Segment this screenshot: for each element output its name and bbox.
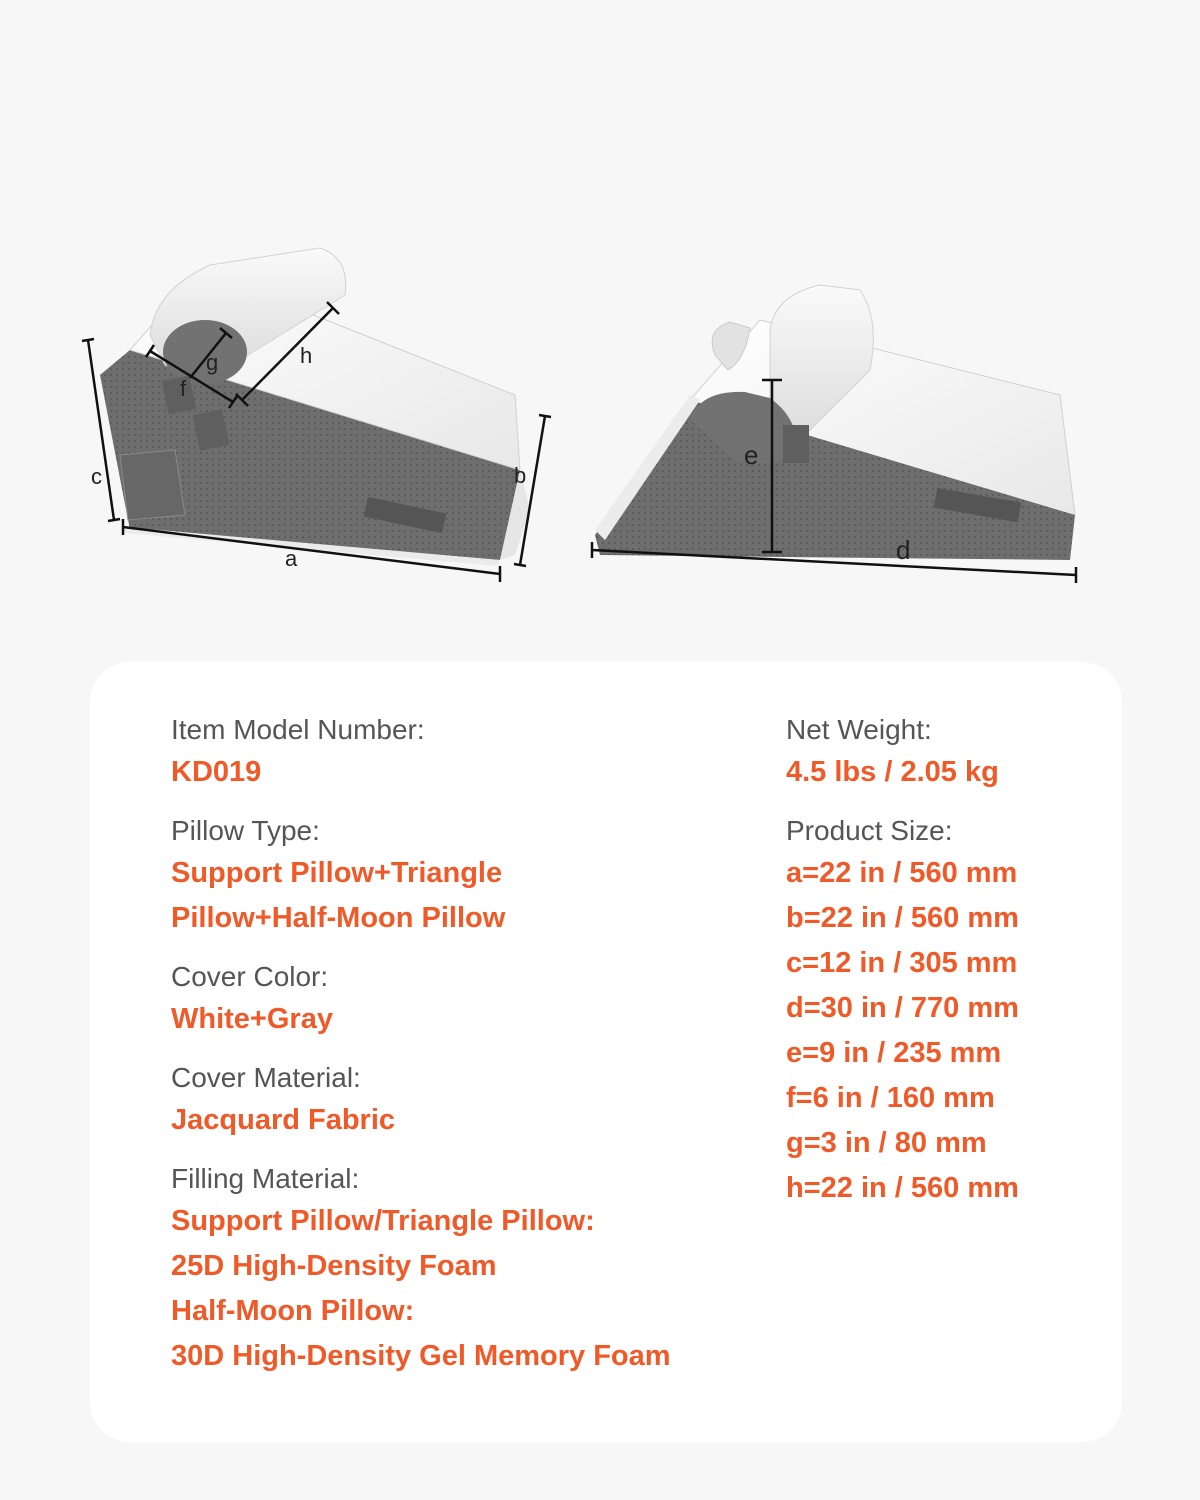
pillow-type-value-line: Pillow+Half-Moon Pillow	[171, 902, 506, 934]
dim-label-g: g	[206, 350, 219, 375]
net-weight-value: 4.5 lbs / 2.05 kg	[786, 756, 999, 788]
filling-material-label: Filling Material:	[171, 1163, 360, 1194]
model-field	[171, 710, 771, 795]
model-label: Item Model Number:	[171, 714, 425, 745]
filling-material-value-line: Half-Moon Pillow:	[171, 1295, 415, 1327]
filling-material-value-line: 25D High-Density Foam	[171, 1250, 497, 1282]
dim-label-d: d	[896, 535, 911, 565]
cover-material-value: Jacquard Fabric	[171, 1104, 396, 1136]
dim-label-a: a	[285, 546, 298, 571]
spec-card	[90, 662, 1122, 1442]
filling-material-value-line: Support Pillow/Triangle Pillow:	[171, 1205, 595, 1237]
pillow-type-value-line: Support Pillow+Triangle	[171, 857, 503, 889]
dim-label-e: e	[744, 440, 759, 470]
cover-color-value: White+Gray	[171, 1003, 333, 1035]
net-weight-field	[786, 710, 1106, 795]
size-d-value: d=30 in / 770 mm	[786, 992, 1019, 1024]
filling-material-field	[171, 1159, 771, 1379]
product-diagram	[0, 0, 1200, 640]
cover-material-field	[171, 1058, 771, 1143]
cover-color-field	[171, 957, 771, 1042]
size-a-value: a=22 in / 560 mm	[786, 857, 1018, 889]
model-value: KD019	[171, 756, 262, 788]
spec-column-right	[786, 710, 1106, 1227]
cover-color-label: Cover Color:	[171, 961, 329, 992]
product-size-field	[786, 811, 1106, 1211]
pillow-type-label: Pillow Type:	[171, 815, 320, 846]
pillow-side-view	[595, 285, 1075, 560]
spec-column-left	[171, 710, 771, 1395]
pillow-type-field	[171, 811, 771, 941]
size-e-value: e=9 in / 235 mm	[786, 1037, 1002, 1069]
dim-label-f: f	[180, 376, 187, 401]
size-h-value: h=22 in / 560 mm	[786, 1172, 1019, 1204]
pillow-front-view	[100, 248, 530, 566]
product-size-label: Product Size:	[786, 815, 953, 846]
size-c-value: c=12 in / 305 mm	[786, 947, 1018, 979]
dim-label-c: c	[91, 464, 102, 489]
net-weight-label: Net Weight:	[786, 714, 932, 745]
cover-material-label: Cover Material:	[171, 1062, 361, 1093]
dim-label-b: b	[514, 463, 527, 488]
size-f-value: f=6 in / 160 mm	[786, 1082, 995, 1114]
filling-material-value-line: 30D High-Density Gel Memory Foam	[171, 1340, 671, 1372]
size-b-value: b=22 in / 560 mm	[786, 902, 1019, 934]
dim-label-h: h	[300, 343, 313, 368]
size-g-value: g=3 in / 80 mm	[786, 1127, 987, 1159]
